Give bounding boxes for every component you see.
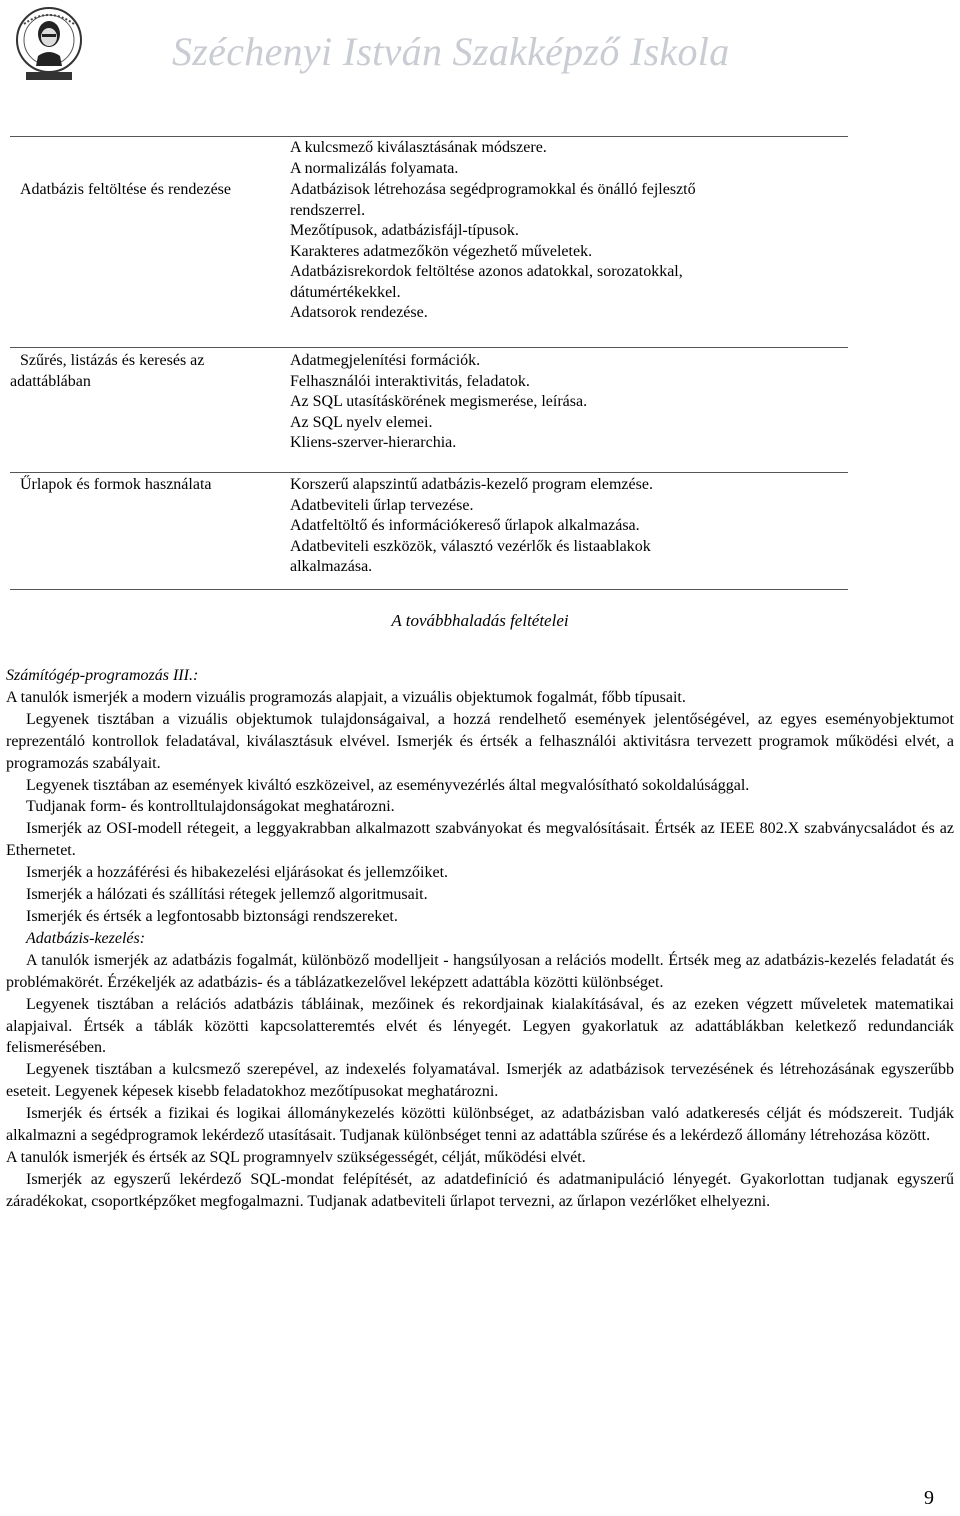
paragraph: Legyenek tisztában az események kiváltó eszközeivel, az eseményvezérlés által megvalósítható sokoldalúsággal. (26, 776, 750, 794)
content-line: Az SQL utasításkörének megismerése, leírása. (290, 393, 588, 410)
topic-cell: Űrlapok és formok használata (20, 476, 212, 493)
paragraph: Ismerjék az egyszerű lekérdező SQL-mondat felépítését, az adatdefiníció és adatmanipuláció lényegét. Gyakorlottan tudjanak egyszerű záradékokat, csoportképzőket megfogalmazni. Tudjanak adatbeviteli űrlapot tervezni, az űrlapon vezérlőket elhelyezni. (6, 1170, 954, 1210)
content-line: A normalizálás folyamata. (290, 159, 459, 177)
content-line: Felhasználói interaktivitás, feladatok. (290, 372, 530, 390)
subsection-title: Számítógép-programozás III.: (6, 667, 199, 684)
paragraph: Ismerjék és értsék a fizikai és logikai állománykezelés közötti különbséget, az adatbázisban való adatkeresés célját és módszereit. Tudják alkalmazni a segédprogramok lekérdező utasításait. Tudjanak különbséget tenni az adattábla szűrése és a lekérdező állomány létrehozása között. (6, 1105, 954, 1145)
topic-line: Szűrés, listázás és keresés az (20, 352, 205, 369)
school-name: Széchenyi István Szakképző Iskola (172, 29, 730, 74)
paragraph: Legyenek tisztában a relációs adatbázis tábláinak, mezőinek és rekordjainak kialakításával, és az ezeken végzett műveletek matematikai alapjaival. Értsék a táblák közötti kapcsolatteremtés elvét és lényegét. Legyen gyakorlatuk az adattáblákban keletkező redundanciák felismerésében. (6, 995, 954, 1057)
table-row (10, 179, 848, 347)
content-line: Korszerű alapszintű adatbázis-kezelő program elemzése. (290, 476, 653, 493)
section-heading: A továbbhaladás feltételei (391, 611, 569, 630)
content-line: alkalmazása. (290, 558, 373, 575)
body-text (6, 665, 954, 1213)
content-cell (290, 348, 848, 456)
content-cell (290, 137, 848, 181)
topic-line: adattáblában (10, 372, 91, 390)
paragraph: Ismerjék az OSI-modell rétegeit, a leggyakrabban alkalmazott szabványokat és megvalósításait. Értsék az IEEE 802.X szabványcsaládot és az Ethernetet. (6, 820, 954, 860)
content-line: rendszerrel. (290, 201, 366, 219)
content-line: Adatsorok rendezése. (290, 304, 428, 321)
paragraph: Tudjanak form- és kontrolltulajdonságokat meghatározni. (26, 798, 395, 816)
school-logo (14, 4, 84, 84)
content-cell (290, 179, 848, 326)
content-line: Az SQL nyelv elemei. (290, 413, 433, 431)
content-line: Adatbeviteli űrlap tervezése. (290, 496, 474, 514)
table-row (10, 347, 848, 472)
paragraph: A tanulók ismerjék az adatbázis fogalmát, különböző modelljeit - hangsúlyosan a relációs modellt. Értsék meg az adatbázis-kezelés feladatát és problémakörét. Érzékeljék az adatbázis- és a táblázatkezelővel leképzett adattábla közötti különbséget. (6, 951, 954, 991)
paragraph: A tanulók ismerjék a modern vizuális programozás alapjait, a vizuális objektumok fogalmát, főbb típusait. (6, 688, 686, 706)
content-line: Kliens-szerver-hierarchia. (290, 434, 457, 451)
page-header (0, 0, 960, 100)
table-row (10, 136, 848, 179)
content-line: Karakteres adatmezőkön végezhető műveletek. (290, 242, 593, 260)
topics-table (10, 136, 848, 590)
content-line: Adatbázisrekordok feltöltése azonos adatokkal, sorozatokkal, (290, 263, 683, 280)
subsection-title: Adatbázis-kezelés: (26, 929, 146, 947)
paragraph: Ismerjék a hálózati és szállítási rétegek jellemző algoritmusait. (26, 886, 428, 904)
content-line: A kulcsmező kiválasztásának módszere. (290, 139, 547, 156)
content-line: Mezőtípusok, adatbázisfájl-típusok. (290, 222, 519, 239)
paragraph: Ismerjék és értsék a legfontosabb biztonsági rendszereket. (26, 907, 398, 925)
content-line: Adatfeltöltő és információkereső űrlapok alkalmazása. (290, 517, 640, 534)
content-line: Adatbázisok létrehozása segédprogramokkal és önálló fejlesztő (290, 181, 696, 198)
topic-cell (10, 351, 288, 392)
content-line: Adatmegjelenítési formációk. (290, 352, 481, 369)
table-row (10, 472, 848, 590)
topic-cell: Adatbázis feltöltése és rendezése (20, 181, 232, 198)
paragraph: Legyenek tisztában a kulcsmező szerepével, az indexelés folyamatával. Ismerjék az adatbázisok tervezésének és létrehozásának egyszerűbb eseteit. Legyenek képesek kisebb feladatokhoz mezőtípusokat meghatározni. (6, 1061, 954, 1101)
content-line: Adatbeviteli eszközök, választó vezérlők és listaablakok (290, 537, 651, 555)
content-line: dátumértékekkel. (290, 283, 401, 301)
paragraph: A tanulók ismerjék és értsék az SQL programnyelv szükségességét, célját, működési elvét. (6, 1148, 586, 1166)
paragraph: Legyenek tisztában a vizuális objektumok tulajdonságaival, a hozzá rendelhető események jelentőségével, az egyes eseményobjektumot reprezentáló kontrollok feladatával, kiválasztásuk elvével. Ismerjék és értsék a felhasználói aktivitásra tervezett programok működési elvét, a programozás szabályait. (6, 710, 954, 772)
content-cell (290, 473, 848, 580)
paragraph: Ismerjék a hozzáférési és hibakezelési eljárásokat és jellemzőiket. (26, 864, 449, 882)
page-number: 9 (924, 1487, 934, 1509)
